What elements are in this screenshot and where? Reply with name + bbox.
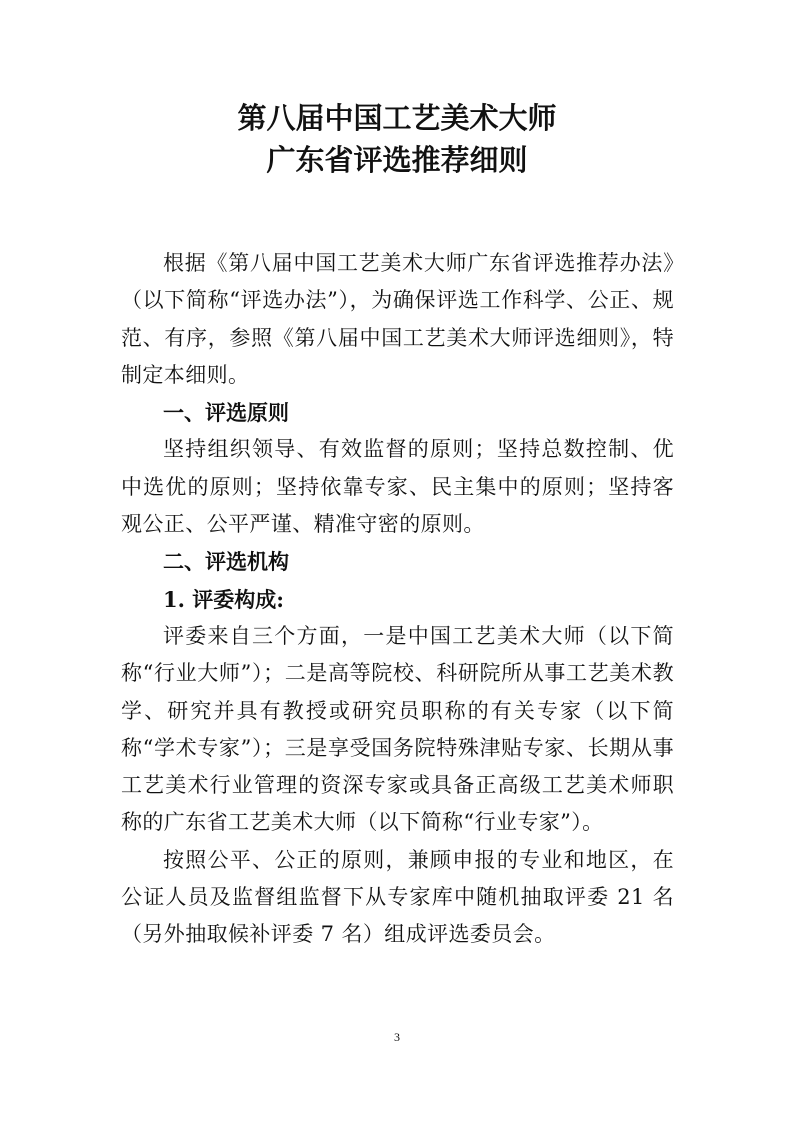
title-line-1: 第八届中国工艺美术大师 bbox=[237, 101, 557, 135]
title-line-2: 广东省评选推荐细则 bbox=[266, 143, 528, 177]
section-1-heading: 一、评选原则 bbox=[163, 400, 289, 426]
section-1-paragraph: 坚持组织领导、有效监督的原则；坚持总数控制、优中选优的原则；坚持依靠专家、民主集中的原则；坚持客观公正、公平严谨、精准守密的原则。 bbox=[121, 437, 674, 537]
section-2-subheading-1: 1. 评委构成: bbox=[163, 586, 284, 612]
section-2-heading: 二、评选机构 bbox=[163, 549, 289, 575]
document-body bbox=[121, 245, 674, 954]
section-2-paragraph-1: 评委来自三个方面，一是中国工艺美术大师（以下简称“行业大师”）；二是高等院校、科研院所从事工艺美术教学、研究并具有教授或研究员职称的有关专家（以下简称“学术专家”）；三是享受国务院特殊津贴专家、长期从事工艺美术行业管理的资深专家或具备正高级工艺美术师职称的广东省工艺美术大师（以下简称“行业专家”）。 bbox=[121, 623, 674, 835]
section-2-paragraph-2: 按照公平、公正的原则，兼顾申报的专业和地区，在公证人员及监督组监督下从专家库中随机抽取评委 21 名（另外抽取候补评委 7 名）组成评选委员会。 bbox=[121, 847, 674, 947]
page-number: 3 bbox=[394, 1030, 400, 1044]
intro-paragraph: 根据《第八届中国工艺美术大师广东省评选推荐办法》（以下简称“评选办法”），为确保评选工作科学、公正、规范、有序，参照《第八届中国工艺美术大师评选细则》，特制定本细则。 bbox=[121, 251, 674, 387]
